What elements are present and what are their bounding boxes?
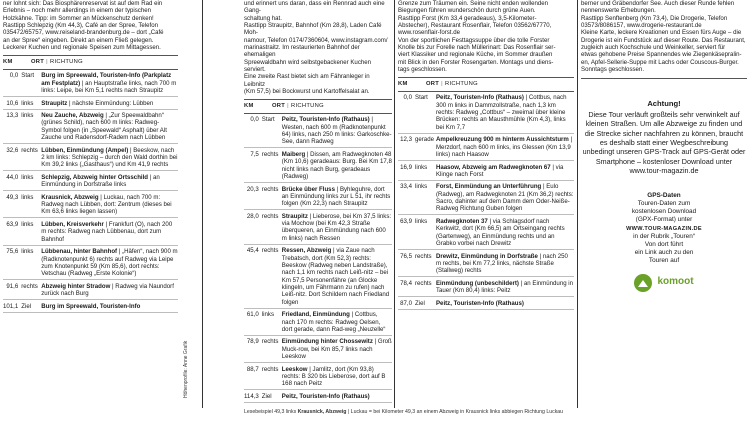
row-direction: rechts [21, 280, 41, 300]
route-row [3, 171, 178, 191]
warning-line: kleinen Straßen. Um alle Abzweige zu finden und [585, 119, 743, 129]
intro-line: Sonntags geschlossen. [581, 66, 645, 74]
intro-line: etwas gehobene Preise Spannendes wie Ziegenkäsepralin- [581, 51, 742, 59]
row-description [436, 249, 574, 276]
row-place: Drewitz, Einmündung in Dorfstraße [435, 252, 538, 260]
row-km: 32,6 [3, 144, 21, 171]
row-instructions: | via Zaue nach Trebatsch, dort (Km 52,3) rechts: Beeskow (Radweg neben Landstraße), nach 1,1 km rechts nach Leiß-nitz – bei Km 57,5 Personenfähre (an Glocke klingeln, um Fährmann zu rufen) nach Leiß-nitz. Dort Schildern nach Friedland folgen [281, 247, 390, 306]
intro-line: Holzkähne. Tipp: im Sommer an Mückenschutz denken! [3, 14, 154, 22]
row-place: Lübbenau, hinter Bahnhof [41, 248, 118, 256]
intro-line: an der Spree“ eingeben. Direkt an einem Fließ gelegen. [3, 36, 154, 44]
row-km: 61,0 [244, 308, 262, 335]
row-direction: rechts [262, 182, 282, 209]
intro-line: berner und Gräbendorfer See. Auch dieser Runde fehlen [581, 0, 735, 7]
row-km: 91,6 [3, 280, 21, 300]
gps-line: (GPX-Format) unter [635, 216, 693, 224]
header-ort: ORT [272, 103, 286, 110]
row-km: 63,9 [3, 218, 21, 245]
route-row [244, 308, 392, 335]
row-place: Abzweig hinter Stradow [41, 282, 111, 290]
info-column [581, 0, 747, 292]
route-table [3, 70, 178, 313]
row-km: 88,7 [244, 363, 262, 390]
row-place: Maiberg [281, 150, 306, 158]
gps-line: Von dort führt [644, 240, 684, 248]
row-km: 7,5 [244, 148, 262, 183]
row-place: Forst, Einmündung an Unterführung [435, 183, 542, 191]
header-ort: ORT [31, 59, 45, 66]
intro-line: Rasttipp Straupitz, Bahnhof (Km 28,8), Laden Café Moh- [244, 22, 382, 37]
row-instructions: | Radweg via Naundorf zurück nach Burg [41, 282, 174, 298]
komoot-mountain-icon [634, 274, 652, 292]
komoot-logo[interactable] [581, 274, 747, 292]
legend-prefix: Lesebeispiel 49,3 links [244, 409, 298, 415]
route-row [398, 160, 574, 180]
intro-line: Kleine Karte, leckere Kreationen und Essen fürs Auge – die [581, 29, 742, 37]
route-row [244, 363, 392, 390]
row-instructions: | via Schlagsdorf nach Kerkwitz, dort (Km 66,5) am Ortseingang rechts (Gartenweg), an Einmündung rechts und an Grabko vorbei nach Drewitz [435, 217, 565, 247]
row-place: Peitz, Touristen-Info (Rathaus) [435, 94, 524, 102]
row-place: Haasow, Abzweig am Radwegknoten 67 [435, 163, 551, 171]
route-table [398, 92, 574, 310]
row-place: Friedland, Einmündung [281, 311, 350, 319]
gps-box [581, 192, 747, 292]
intro-line: Abstecher), Restaurant Rosenflair, Telefon 03562/67770, [398, 22, 552, 30]
intro-line: (Km 57,5) bei Bockwurst und Kartoffelsalat an. [244, 88, 370, 96]
route-row [3, 144, 178, 171]
header-richtung: RICHTUNG [49, 59, 83, 66]
gps-line: in der Rubrik „Touren“ [633, 232, 695, 240]
row-instructions: | nächste Einmündung: Lübben [67, 99, 154, 107]
gps-site-link[interactable]: WWW.TOUR-MAGAZIN.DE [626, 225, 702, 232]
row-description [282, 244, 392, 308]
row-place: Leeskow [281, 365, 308, 373]
row-description [41, 280, 178, 300]
row-description [436, 277, 574, 297]
row-instructions: | Merzdorf, nach 600 m links, ins Glessen (Km 13,9 links) nach Haasow [435, 136, 573, 158]
row-km: 63,9 [398, 215, 415, 250]
warning-line: unbedingt unseren GPS-Track auf GPS-Gerät oder [582, 147, 746, 157]
row-place: Peitz, Touristen-Info (Rathaus) [281, 116, 370, 124]
intro-text [244, 0, 392, 95]
route-row [244, 210, 392, 245]
header-km: KM [398, 81, 408, 88]
row-description [282, 210, 392, 245]
header-km: KM [244, 103, 254, 110]
route-row [398, 180, 574, 215]
intro-line: 03573/8086157, www.drogerie-restaurant.de [581, 22, 702, 30]
row-direction: links [21, 218, 41, 245]
row-direction: links [415, 160, 436, 180]
row-km: 16,9 [398, 160, 415, 180]
row-instructions: | „Zur Speewaldbahn“ (grünes Schild), nach 600 m links: Radweg-Symbol folgen (in „Speewald“ Asphalt) über Alt Zauche und Radensdorf-Radem nach Lübben [41, 112, 167, 142]
route-row [3, 191, 178, 218]
row-direction: links [415, 215, 436, 250]
row-place: Neu Zauche, Abzweig [41, 112, 104, 120]
gps-title: GPS-Daten [647, 191, 681, 199]
header-richtung: RICHTUNG [290, 103, 324, 110]
route-row [398, 249, 574, 276]
route-row [244, 244, 392, 308]
row-place: Krausnick, Abzweig [41, 193, 99, 201]
row-description [436, 180, 574, 215]
route-row [398, 297, 574, 310]
row-direction: rechts [262, 363, 282, 390]
legend-place: Krausnick, Abzweig [297, 409, 347, 415]
row-instructions: | Jamlitz, dort (Km 93,8) rechts: B 320 bis Lieberose, dort auf B 168 nach Peitz [281, 365, 386, 388]
row-instructions: | nach 250 m rechts, bei Km 77,2 links, nächste Straße (Stallweg) rechts [435, 252, 568, 275]
route-row [3, 218, 178, 245]
intro-text [581, 0, 747, 73]
reading-example [244, 409, 563, 415]
row-direction: Ziel [262, 390, 282, 403]
intro-line: namour, Telefon 0174/7360604, www.instagram.com/ [244, 36, 388, 44]
route-row [244, 390, 392, 403]
intro-line: nennenswerte Erhebungen. [581, 7, 656, 15]
intro-line: mit Blick in den Forster Rosengarten. Montags und diens- [398, 58, 554, 66]
route-row [3, 280, 178, 300]
intro-line: Biegungen führen wunderschön durch grüne Auen. [398, 7, 536, 15]
row-direction: links [21, 109, 41, 144]
row-direction: links [21, 171, 41, 191]
row-instructions: | Groß Muck-row, bei Km 85,7 links nach Leeskow [281, 338, 392, 361]
route-row [398, 215, 574, 250]
row-direction: rechts [415, 249, 436, 276]
warning-line: www.tour-magazin.de [629, 166, 699, 176]
intro-text [398, 0, 574, 73]
row-description [436, 133, 574, 160]
intro-line: und erinnert uns daran, dass ein Rennrad auch eine Gang- [244, 0, 385, 15]
row-km: 0,0 [398, 92, 415, 133]
row-direction: Start [415, 92, 436, 133]
row-instructions: | Frankfurt (O), nach 200 m rechts: Radweg nach Lübbenau, dort zum Bahnhof [41, 220, 173, 243]
row-km: 114,3 [244, 390, 262, 403]
row-direction: rechts [21, 144, 41, 171]
row-km: 44,0 [3, 171, 21, 191]
row-instructions: | Beeskow, nach 2 km links: Schlepzig – durch den Wald dorthin bei Km 39,2 links („Gasthaus“) und Km 41,9 rechts [41, 146, 178, 169]
route-column-3 [398, 0, 574, 310]
intro-line: viert Klassiker und regionale Küche, im Sommer draußen [398, 51, 553, 59]
row-km: 87,0 [398, 297, 415, 310]
row-description [282, 363, 392, 390]
intro-line: www.rosenflair-forst.de [398, 29, 460, 37]
row-place: Peitz, Touristen-Info (Rathaus) [281, 392, 370, 400]
row-place: Straupitz [41, 99, 68, 107]
intro-line: ner lohnt sich: Das Biosphärenreservat ist auf dem Rad ein [3, 0, 163, 7]
intro-line: marinastraitz. Im restaurierten Bahnhof der ehemaligen [244, 44, 360, 59]
row-km: 78,4 [398, 277, 415, 297]
row-instructions: | Cottbus, nach 170 m rechts: Radweg Oelsen, dort gerade, dann Rad-weg „Neuzelle“ [281, 311, 386, 333]
row-description [282, 182, 392, 209]
row-description [41, 218, 178, 245]
row-instructions: | Cottbus, nach 300 m links in Dammzollstraße, nach 1,3 km rechts: Radweg „Cottbus“ – zweimal über kleine Brücken: rechts an Mausthmühle (Km 4,3), links bei Km 7,7 [435, 94, 567, 131]
row-place: Schlepzig, Abzweig hinter Ortsschild [41, 173, 149, 181]
legend-suffix: | Luckau = bei Kilometer 49,3 an einem Abzweig in Krausnick links abbiegen Richtung Luckau [346, 409, 564, 415]
row-direction: rechts [262, 210, 282, 245]
route-row [244, 182, 392, 209]
intro-line: Knolle bis zur Forelle nach Müllerinart: Das Rosenflair ser- [398, 44, 556, 52]
row-direction: links [21, 245, 41, 280]
row-direction: rechts [415, 277, 436, 297]
row-description [282, 114, 392, 148]
row-description [41, 191, 178, 218]
row-direction: rechts [262, 335, 282, 362]
table-header: KM ORT | RICHTUNG [244, 100, 392, 113]
row-direction: links [262, 308, 282, 335]
row-place: Ressen, Abzweig [281, 247, 332, 255]
gps-line: Touren-Daten zum [637, 199, 691, 207]
intro-line: Rasttipp Forst (Km 33,4 geradeaus), 3,5-Kilometer- [398, 14, 537, 22]
row-description [436, 160, 574, 180]
row-place: Burg im Spreewald, Touristen-Info (Parkplatz am Festplatz) [41, 72, 172, 87]
route-row [3, 300, 178, 313]
warning-box [581, 99, 747, 175]
route-row [244, 114, 392, 148]
row-place: Lübben, Einmündung (Ampel) [41, 146, 129, 154]
route-row [3, 70, 178, 97]
row-description [436, 297, 574, 310]
row-description [282, 390, 392, 403]
row-place: Straupitz [281, 212, 308, 220]
row-description [41, 96, 178, 109]
route-row [244, 335, 392, 362]
gps-line: Touren auf [648, 257, 680, 265]
row-km: 20,3 [244, 182, 262, 209]
row-place: Lübben, Kreisverkehr [41, 220, 104, 228]
row-instructions: | Lieberose, bei Km 37,5 links: via Mochow (bei Km 42,3 Straße überqueren, an Einmündung nach 600 m links) nach Ressen [281, 212, 392, 242]
gps-line: kostenlosen Download [631, 208, 697, 216]
row-direction: Start [262, 114, 282, 148]
row-km: 0,0 [3, 70, 21, 97]
intro-line: Eine zweite Rast bietet sich am Fähranleger in Leibnitz [244, 73, 370, 88]
row-place: Ampelkreuzung 900 m hinterm Aussichtsturm [435, 136, 569, 144]
warning-title: Achtung! [647, 99, 681, 109]
row-description [282, 335, 392, 362]
row-km: 28,0 [244, 210, 262, 245]
row-instructions: | Eulo (Radweg), am Radwegknoten 21 (Km 36,2) rechts: Sacro, dahinter auf dem Damm dem Oder-Neiße-Radweg Richtung Guben folgen [435, 183, 574, 213]
row-km: 33,4 [398, 180, 415, 215]
row-km: 13,3 [3, 109, 21, 144]
table-header: KM ORT | RICHTUNG [3, 56, 178, 69]
row-place: Einmündung hinter Chossewitz [281, 338, 373, 346]
gps-line: ein Link auch zu den [634, 249, 694, 257]
route-row [398, 92, 574, 133]
row-direction: rechts [262, 148, 282, 183]
table-header: KM ORT | RICHTUNG [398, 78, 574, 91]
intro-text [3, 0, 178, 51]
row-instructions: | „Häfen“, nach 900 m (Radknotenpunkt 6) rechts auf Radweg via Leipe zum Knotenpunkt 59 (Km 85,6), dort rechts: Vetschau (Radweg „Erste Kolonie“) [41, 248, 178, 278]
header-richtung: RICHTUNG [444, 81, 478, 88]
row-instructions: | via Klinge nach Forst [435, 163, 564, 178]
row-description [41, 171, 178, 191]
intro-line: Rasttipp Schlepzig (Km 44,3), Café an der Spree, Telefon [3, 22, 159, 30]
route-row [3, 245, 178, 280]
warning-line: Smartphone – kostenloser Download unter [595, 156, 733, 166]
row-instructions: | Luckau, nach 700 m: Radweg nach Lübben, dort: Zentrum (dieses bei Km 63,6 links liegen lassen) [41, 193, 172, 216]
row-direction: Start [21, 70, 41, 97]
warning-line: es deshalb statt einer Wegbeschreibung [599, 138, 729, 148]
row-km: 101,1 [3, 300, 21, 313]
intro-line: Rasttipp Senftenberg (Km 73,4), Die Drogerie, Telefon [581, 14, 728, 22]
row-description [41, 245, 178, 280]
row-place: Brücke über Fluss [281, 185, 335, 193]
intro-line: Spreewaldbahn wird selbstgebackener Kuchen serviert. [244, 58, 372, 74]
intro-line: Leckerer Kuchen und regionale Speisen zum Mittagessen. [3, 44, 161, 52]
row-direction: Ziel [21, 300, 41, 313]
route-row [3, 109, 178, 144]
row-place: Einmündung (unbeschildert) [435, 279, 519, 287]
route-row [244, 148, 392, 183]
row-description [41, 109, 178, 144]
intro-line: zugleich auch Kochschule und Weinkeller, serviert für [581, 44, 726, 52]
row-description [436, 92, 574, 133]
route-row [3, 96, 178, 109]
intro-line: 035472/65757, www.reiseland-brandenburg.de – dort „Café [3, 29, 164, 37]
row-instructions: | an Einmündung in Dorfstraße links [41, 173, 160, 189]
row-direction: links [21, 96, 41, 109]
row-km: 45,4 [244, 244, 262, 308]
row-description [436, 215, 574, 250]
intro-line: tags geschlossen. [398, 66, 447, 74]
komoot-brand: komoot [657, 276, 694, 288]
intro-line: Erlebnis – noch mehr allerdings in einem der typischen [3, 7, 152, 15]
route-column-1 [3, 0, 178, 313]
row-place: Peitz, Touristen-Info (Rathaus) [435, 299, 524, 307]
row-description [41, 300, 178, 313]
row-description [41, 70, 178, 97]
row-km: 0,0 [244, 114, 262, 148]
row-description [282, 308, 392, 335]
row-km: 75,6 [3, 245, 21, 280]
row-instructions: | an Einmündung in Tauer (Km 80,4) links: Peitz [435, 279, 574, 295]
row-direction: Ziel [415, 297, 436, 310]
row-direction: gerade [415, 133, 436, 160]
intro-line: schaltung hat. [244, 14, 282, 22]
row-km: 12,3 [398, 133, 415, 160]
row-instructions: | Byhleguhre, dort an Einmündung links zur L 51, ihr rechts folgen (Km 22,3) nach Straupitz [281, 185, 391, 208]
header-ort: ORT [426, 81, 440, 88]
row-km: 49,3 [3, 191, 21, 218]
row-instructions: | an Hauptstraße links, nach 700 m links: Leipe, bei Km 5,1 rechts nach Straupitz [41, 79, 177, 95]
route-column-2 [244, 0, 392, 403]
warning-line: die Strecke sicher nachfahren zu können, braucht [584, 128, 744, 138]
row-km: 76,5 [398, 249, 415, 276]
row-km: 78,9 [244, 335, 262, 362]
row-instructions: | Westen, nach 600 m (Radknotenpunkt 64) links, nach 250 m links: Garkoschke-See, dann Radweg [281, 116, 392, 146]
row-place: Radwegknoten 37 [435, 217, 488, 225]
intro-line: en, Apfel-Sellerie-Suppe mit Lachs oder Couscous-Burger. [581, 58, 739, 66]
row-km: 10,6 [3, 96, 21, 109]
graphic-credit: Höhenprofile: Anne Grafik [183, 340, 189, 398]
row-description [41, 144, 178, 171]
row-instructions: | Dissen, am Radwegknoten 48 (Km 10,6) geradeaus: Burg. Bei Km 17,8 nicht links nach Burg, geradeaus (Radweg) [281, 150, 392, 180]
header-km: KM [3, 59, 13, 66]
row-direction: rechts [262, 244, 282, 308]
route-row [398, 133, 574, 160]
intro-line: Drogerie ist ein Fundstück auf dieser Route. Das Restaurant, [581, 36, 746, 44]
row-place: Burg im Spreewald, Touristen-Info [41, 302, 141, 310]
intro-line: Von der sportlichen Festtagssuppe über die tolle Forster [398, 36, 550, 44]
intro-line: Grenze zum Träumen ein. Seine nicht enden wollenden [398, 0, 549, 7]
warning-line: Diese Tour verläuft großteils sehr verwinkelt auf [588, 109, 740, 119]
route-table [244, 114, 392, 403]
route-row [398, 277, 574, 297]
row-direction: links [415, 180, 436, 215]
row-direction: links [21, 191, 41, 218]
row-description [282, 148, 392, 183]
